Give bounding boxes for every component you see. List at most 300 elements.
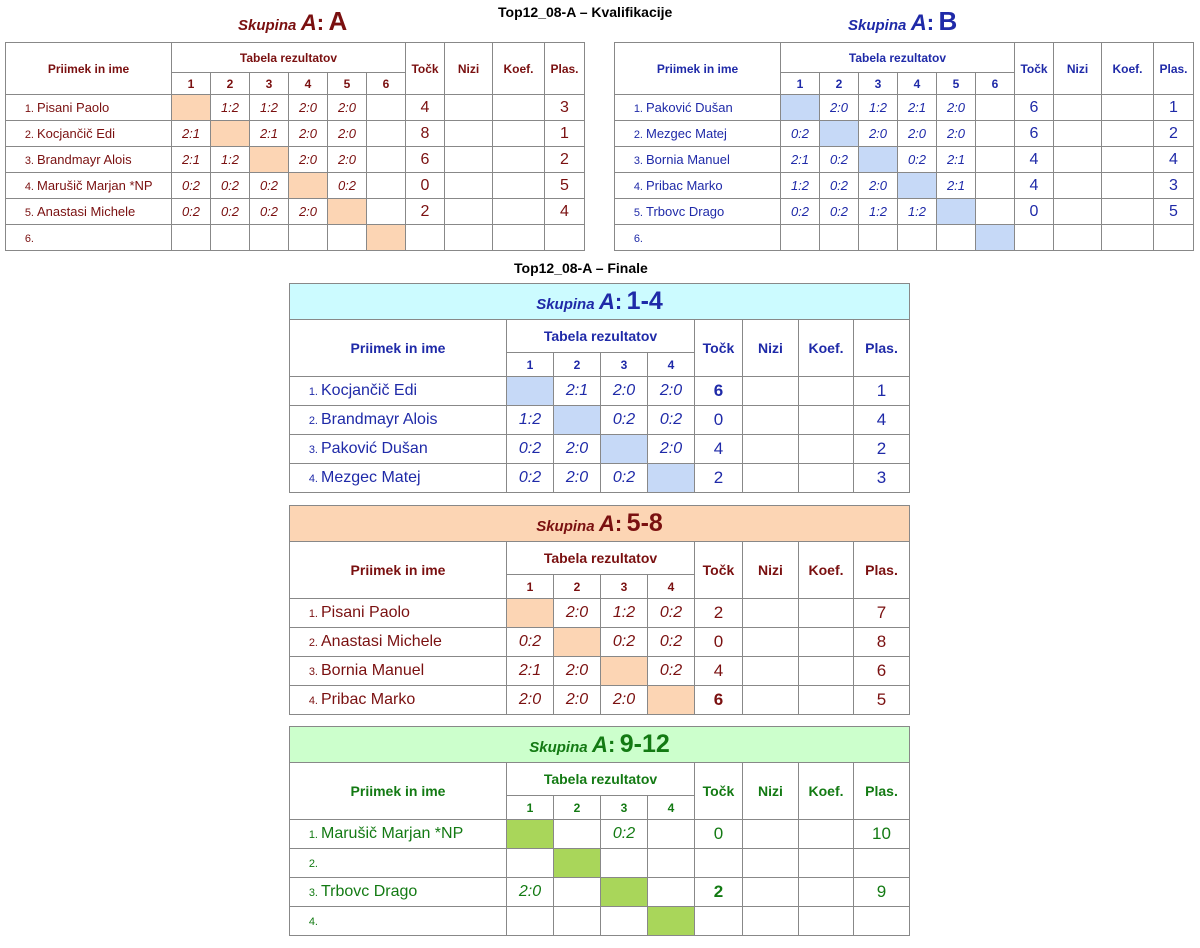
sets-column-header: Nizi [445,43,493,95]
player-number: 2. [633,129,643,141]
group-b-title [848,6,957,37]
player-name-cell [290,406,507,435]
player-name: Pisani Paolo [37,100,110,115]
sets-cell [743,464,799,493]
result-cell: 0:2 [172,199,211,225]
result-cell: 0:2 [601,406,648,435]
result-cell [507,599,554,628]
points-cell [1015,225,1054,251]
place-cell: 4 [545,199,585,225]
result-cell: 2:1 [937,147,976,173]
player-name-cell [290,820,507,849]
result-cell [367,199,406,225]
player-number: 1. [633,103,643,115]
caption-letter: A [592,732,608,757]
result-cell: 0:2 [211,173,250,199]
result-cell: 0:2 [648,657,695,686]
player-name-cell [6,147,172,173]
place-cell: 7 [854,599,910,628]
player-number: 6. [24,233,34,245]
caption-range: 9-12 [619,730,670,758]
coef-cell [799,435,854,464]
coef-cell [799,628,854,657]
player-row [615,199,1194,225]
group-a-skupina-label: Skupina [238,17,297,34]
place-cell [854,907,910,936]
player-name: Mezgec Matej [646,126,727,141]
points-cell: 0 [695,820,743,849]
result-cell: 2:0 [554,435,601,464]
player-number: 2. [308,858,318,870]
group-b-table [614,42,1194,251]
player-row [290,377,910,406]
sets-cell [445,147,493,173]
sets-cell [743,435,799,464]
result-cell: 0:2 [601,820,648,849]
sets-cell [743,406,799,435]
name-column-header: Priimek in ime [6,43,172,95]
player-number: 3. [308,887,318,899]
result-cell: 2:1 [172,121,211,147]
result-cell: 2:1 [781,147,820,173]
final-5-8-table [289,505,910,715]
points-cell: 0 [695,628,743,657]
points-column-header: Točk [1015,43,1054,95]
player-name: Anastasi Michele [321,633,442,650]
sets-column-header: Nizi [743,542,799,599]
coef-cell [1102,173,1154,199]
player-name: Anastasi Michele [37,204,136,219]
player-name-cell [290,377,507,406]
points-cell: 4 [1015,173,1054,199]
player-number: 2. [308,637,318,649]
points-cell [406,225,445,251]
results-table-header: Tabela rezultatov [172,43,406,73]
result-column-number: 4 [898,73,937,95]
player-number: 3. [308,666,318,678]
sets-cell [1054,199,1102,225]
caption-letter: A [599,511,615,536]
result-cell: 2:0 [289,121,328,147]
result-cell [601,849,648,878]
result-cell: 2:0 [554,657,601,686]
coef-cell [493,95,545,121]
coef-column-header: Koef. [799,542,854,599]
sets-cell [743,657,799,686]
result-cell: 2:0 [937,95,976,121]
caption-range: 5-8 [626,509,663,537]
place-cell [1154,225,1194,251]
result-cell: 0:2 [781,199,820,225]
place-cell: 6 [854,657,910,686]
player-name-cell [615,225,781,251]
coef-cell [799,849,854,878]
result-cell [976,173,1015,199]
player-row [615,173,1194,199]
result-cell: 2:0 [289,95,328,121]
sets-cell [743,907,799,936]
result-cell: 0:2 [211,199,250,225]
player-name-cell [615,95,781,121]
result-cell: 2:0 [820,95,859,121]
name-column-header: Priimek in ime [290,763,507,820]
points-cell: 4 [695,435,743,464]
coef-column-header: Koef. [799,763,854,820]
result-cell: 2:0 [601,686,648,715]
points-cell: 2 [695,599,743,628]
sets-cell [743,820,799,849]
points-cell: 0 [1015,199,1054,225]
player-name-cell [615,147,781,173]
coef-cell [1102,121,1154,147]
player-name: Pribac Marko [646,178,723,193]
player-number: 1. [308,608,318,620]
result-cell [648,464,695,493]
name-column-header: Priimek in ime [615,43,781,95]
result-column-number: 2 [211,73,250,95]
result-cell [648,849,695,878]
player-row [290,628,910,657]
result-cell: 2:0 [328,121,367,147]
player-row [6,199,585,225]
coef-cell [799,878,854,907]
player-name-cell [290,878,507,907]
player-name-cell [290,464,507,493]
coef-cell [493,199,545,225]
result-cell: 0:2 [601,464,648,493]
points-cell [695,849,743,878]
place-cell: 1 [1154,95,1194,121]
caption-colon: : [607,732,616,757]
result-column-number: 1 [172,73,211,95]
player-row [6,121,585,147]
result-cell: 0:2 [648,628,695,657]
group-a-suffix: A [328,6,348,36]
points-column-header: Točk [695,320,743,377]
place-column-header: Plas. [854,320,910,377]
result-cell [648,878,695,907]
sets-cell [445,95,493,121]
coef-cell [799,599,854,628]
result-cell: 2:1 [172,147,211,173]
result-cell: 1:2 [601,599,648,628]
sets-cell [743,377,799,406]
result-cell: 0:2 [820,199,859,225]
player-row [290,406,910,435]
result-column-number: 5 [937,73,976,95]
player-row [290,435,910,464]
coef-cell [493,225,545,251]
coef-cell [799,406,854,435]
result-cell [554,628,601,657]
result-column-number: 3 [250,73,289,95]
name-column-header: Priimek in ime [290,320,507,377]
caption-range: 1-4 [626,287,663,315]
player-name: Brandmayr Alois [321,411,438,428]
player-name-cell [6,225,172,251]
result-cell [937,225,976,251]
result-cell [367,95,406,121]
coef-cell [799,377,854,406]
results-table-header: Tabela rezultatov [507,542,695,575]
result-cell: 2:0 [898,121,937,147]
result-cell: 0:2 [507,628,554,657]
sets-cell [743,849,799,878]
coef-cell [493,121,545,147]
player-number: 3. [308,444,318,456]
result-column-number: 3 [859,73,898,95]
result-cell [898,225,937,251]
sets-cell [1054,121,1102,147]
player-number: 2. [24,129,34,141]
player-name: Bornia Manuel [646,152,730,167]
sets-column-header: Nizi [743,763,799,820]
result-cell: 1:2 [898,199,937,225]
player-row [615,147,1194,173]
qualification-title: Top12_08-A – Kvalifikacije [498,4,673,20]
result-cell: 2:1 [898,95,937,121]
name-column-header: Priimek in ime [290,542,507,599]
caption-skupina-label: Skupina [536,296,595,313]
result-cell: 2:1 [554,377,601,406]
group-a-title [238,6,347,37]
result-cell: 1:2 [859,95,898,121]
player-row [290,464,910,493]
player-name-cell [6,173,172,199]
player-row [6,95,585,121]
result-cell: 2:1 [507,657,554,686]
result-cell [507,820,554,849]
results-table-header: Tabela rezultatov [781,43,1015,73]
result-cell [820,121,859,147]
player-number: 4. [308,473,318,485]
player-name-cell [290,686,507,715]
group-b-suffix: B [938,6,958,36]
sets-cell [743,599,799,628]
results-table-header: Tabela rezultatov [507,763,695,796]
player-row [290,849,910,878]
result-cell [367,225,406,251]
result-cell: 0:2 [898,147,937,173]
player-number: 1. [308,829,318,841]
result-cell [367,147,406,173]
points-column-header: Točk [406,43,445,95]
result-cell [898,173,937,199]
result-cell [976,95,1015,121]
coef-cell [799,686,854,715]
place-cell: 4 [1154,147,1194,173]
points-column-header: Točk [695,542,743,599]
points-cell: 0 [406,173,445,199]
place-cell: 10 [854,820,910,849]
coef-cell [1102,147,1154,173]
result-cell: 0:2 [250,173,289,199]
player-row [290,599,910,628]
result-column-number: 2 [554,353,601,377]
place-cell: 2 [854,435,910,464]
result-column-number: 2 [820,73,859,95]
place-cell: 4 [854,406,910,435]
result-cell [328,225,367,251]
place-column-header: Plas. [854,542,910,599]
coef-cell [1102,225,1154,251]
result-cell: 2:0 [601,377,648,406]
player-number: 1. [308,386,318,398]
result-cell [250,147,289,173]
coef-cell [799,464,854,493]
coef-cell [799,907,854,936]
result-cell [976,147,1015,173]
coef-cell [1102,199,1154,225]
result-cell: 2:0 [648,435,695,464]
result-column-number: 4 [648,575,695,599]
player-name: Mezgec Matej [321,469,421,486]
place-cell: 3 [545,95,585,121]
result-cell: 0:2 [328,173,367,199]
result-cell [976,225,1015,251]
group-a-colon: : [316,10,325,35]
player-number: 2. [308,415,318,427]
result-cell: 0:2 [820,173,859,199]
result-cell: 2:0 [859,173,898,199]
result-cell [328,199,367,225]
group-a-letter: A [300,10,317,35]
sets-cell [1054,173,1102,199]
result-cell [859,147,898,173]
result-cell [781,95,820,121]
place-cell [545,225,585,251]
result-column-number: 6 [367,73,406,95]
sets-cell [1054,95,1102,121]
player-name: Marušič Marjan *NP [321,825,464,842]
result-cell: 2:0 [328,147,367,173]
group-b-letter: A [910,10,927,35]
result-cell [648,820,695,849]
points-cell: 6 [1015,95,1054,121]
result-column-number: 1 [507,575,554,599]
player-row [290,878,910,907]
sets-cell [743,628,799,657]
player-name: Paković Dušan [646,100,733,115]
player-name-cell [6,199,172,225]
coef-cell [493,147,545,173]
coef-column-header: Koef. [493,43,545,95]
result-cell: 2:0 [289,199,328,225]
place-column-header: Plas. [854,763,910,820]
player-name: Brandmayr Alois [37,152,132,167]
result-column-number: 3 [601,796,648,820]
result-cell: 2:0 [328,95,367,121]
group-a-table [5,42,585,251]
result-cell: 0:2 [648,599,695,628]
place-cell: 5 [854,686,910,715]
result-cell [211,121,250,147]
result-cell: 0:2 [601,628,648,657]
place-column-header: Plas. [1154,43,1194,95]
player-row [6,173,585,199]
result-cell [554,849,601,878]
player-number: 5. [24,207,34,219]
result-cell: 1:2 [507,406,554,435]
player-number: 4. [24,181,34,193]
points-cell: 4 [1015,147,1054,173]
place-cell [854,849,910,878]
group-b-colon: : [926,10,935,35]
player-name-cell [290,657,507,686]
group-caption [290,284,910,320]
result-cell [859,225,898,251]
result-cell [289,225,328,251]
sets-column-header: Nizi [1054,43,1102,95]
points-cell: 2 [695,878,743,907]
place-cell: 3 [854,464,910,493]
points-cell: 6 [406,147,445,173]
result-column-number: 4 [648,353,695,377]
points-cell: 6 [695,686,743,715]
result-cell: 2:0 [507,686,554,715]
caption-colon: : [614,511,623,536]
player-row [615,121,1194,147]
group-caption [290,506,910,542]
result-cell [601,878,648,907]
result-cell: 1:2 [859,199,898,225]
player-name-cell [615,121,781,147]
sets-cell [445,225,493,251]
result-cell [976,199,1015,225]
results-table-header: Tabela rezultatov [507,320,695,353]
points-cell: 2 [695,464,743,493]
result-cell [367,121,406,147]
result-cell [976,121,1015,147]
player-row [290,907,910,936]
result-cell: 0:2 [648,406,695,435]
result-column-number: 2 [554,575,601,599]
result-cell [289,173,328,199]
place-cell: 5 [545,173,585,199]
player-number: 3. [633,155,643,167]
player-name: Paković Dušan [321,440,428,457]
result-cell [554,406,601,435]
result-cell [937,199,976,225]
final-1-4-table [289,283,910,493]
result-cell: 2:0 [289,147,328,173]
points-cell: 6 [695,377,743,406]
result-column-number: 1 [507,796,554,820]
player-name: Pisani Paolo [321,604,410,621]
result-cell: 0:2 [250,199,289,225]
result-cell [648,907,695,936]
result-cell [250,225,289,251]
coef-column-header: Koef. [1102,43,1154,95]
player-name: Kocjančič Edi [321,382,418,399]
place-cell: 3 [1154,173,1194,199]
result-column-number: 2 [554,796,601,820]
coef-column-header: Koef. [799,320,854,377]
result-cell: 1:2 [211,95,250,121]
points-column-header: Točk [695,763,743,820]
result-cell: 0:2 [781,121,820,147]
player-row [290,686,910,715]
result-cell [648,686,695,715]
result-column-number: 4 [648,796,695,820]
sets-column-header: Nizi [743,320,799,377]
player-row [290,820,910,849]
place-cell: 9 [854,878,910,907]
player-number: 3. [24,155,34,167]
result-cell [554,907,601,936]
place-cell: 1 [854,377,910,406]
result-cell: 2:0 [554,464,601,493]
